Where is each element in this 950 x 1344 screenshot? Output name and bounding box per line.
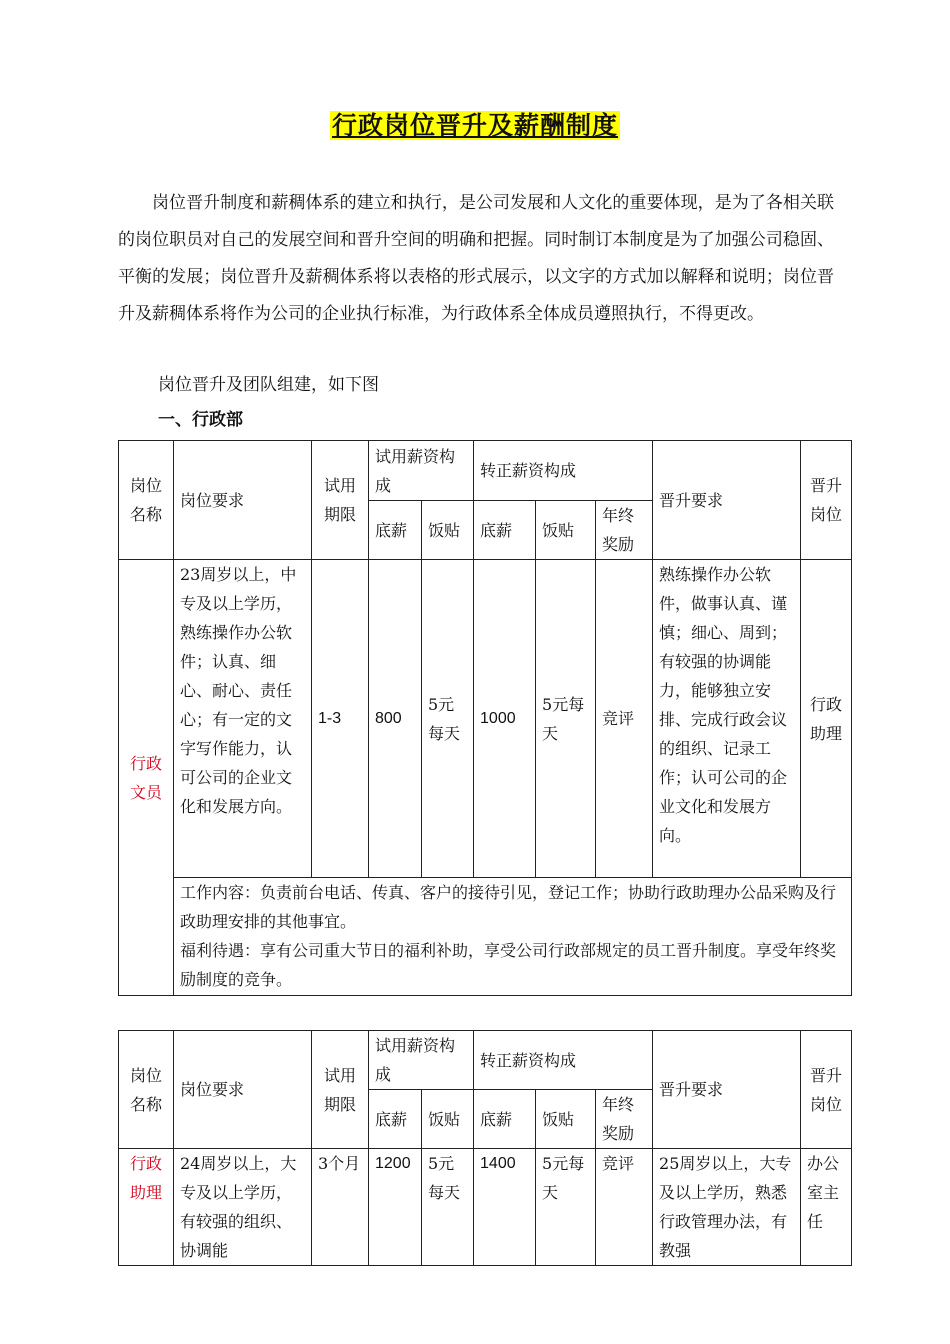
promotion-position: 办公室主任 [801,1149,852,1266]
salary-table-1 [118,440,852,996]
sub-intro: 岗位晋升及团队组建，如下图 [158,375,379,395]
regular-meal-allowance: 5元每天 [536,560,596,878]
probation-period: 1-3 [312,560,369,878]
header-position-name: 岗位名称 [119,441,174,560]
header-trial-meal: 饭贴 [422,1090,474,1149]
header-requirements: 岗位要求 [174,1031,312,1149]
salary-table-2 [118,1030,852,1266]
header-promotion-requirements: 晋升要求 [653,441,801,560]
trial-meal-allowance: 5元每天 [422,560,474,878]
header-year-bonus: 年终奖励 [596,501,653,560]
header-trial-meal: 饭贴 [422,501,474,560]
header-promotion-position: 晋升岗位 [801,441,852,560]
regular-base-salary: 1000 [474,560,536,878]
promotion-requirements: 熟练操作办公软件，做事认真、谨慎；细心、周到；有较强的协调能力，能够独立安排、完成行政会议的组织、记录工作；认可公司的企业文化和发展方向。 [653,560,801,878]
work-content: 工作内容：负责前台电话、传真、客户的接待引见，登记工作；协助行政助理办公品采购及行政助理安排的其他事宜。 [180,883,837,931]
trial-meal-allowance: 5元每天 [422,1149,474,1266]
header-trial-base: 底薪 [369,1090,422,1149]
position-requirements: 24周岁以上，大专及以上学历，有较强的组织、协调能 [174,1149,312,1266]
header-year-bonus: 年终奖励 [596,1090,653,1149]
header-probation: 试用期限 [312,1031,369,1149]
work-content-cell [174,878,852,996]
header-promotion-requirements: 晋升要求 [653,1031,801,1149]
header-probation: 试用期限 [312,441,369,560]
position-requirements: 23周岁以上，中专及以上学历，熟练操作办公软件；认真、细心、耐心、责任心；有一定的文字写作能力，认可公司的企业文化和发展方向。 [174,560,312,878]
year-end-bonus: 竞评 [596,1149,653,1266]
regular-base-salary: 1400 [474,1149,536,1266]
regular-meal-allowance: 5元每天 [536,1149,596,1266]
year-end-bonus: 竞评 [596,560,653,878]
header-trial-base: 底薪 [369,501,422,560]
trial-base-salary: 800 [369,560,422,878]
probation-period: 3个月 [312,1149,369,1266]
promotion-position: 行政助理 [801,560,852,878]
promotion-requirements: 25周岁以上，大专及以上学历，熟悉行政管理办法，有教强 [653,1149,801,1266]
benefits: 福利待遇：享有公司重大节日的福利补助，享受公司行政部规定的员工晋升制度。享受年终奖励制度的竞争。 [180,941,837,989]
header-requirements: 岗位要求 [174,441,312,560]
trial-base-salary: 1200 [369,1149,422,1266]
header-regular-meal: 饭贴 [536,501,596,560]
position-name: 行政文员 [119,560,174,996]
header-regular-base: 底薪 [474,1090,536,1149]
header-trial-pay: 试用薪资构成 [369,1031,474,1090]
header-regular-base: 底薪 [474,501,536,560]
header-promotion-position: 晋升岗位 [801,1031,852,1149]
header-regular-meal: 饭贴 [536,1090,596,1149]
header-regular-pay: 转正薪资构成 [474,1031,653,1090]
header-regular-pay: 转正薪资构成 [474,441,653,501]
position-name: 行政助理 [119,1149,174,1266]
document-title: 行政岗位晋升及薪酬制度 [331,111,618,140]
header-position-name: 岗位名称 [119,1031,174,1149]
header-trial-pay: 试用薪资构成 [369,441,474,501]
intro-paragraph: 岗位晋升制度和薪稠体系的建立和执行，是公司发展和人文化的重要体现，是为了各相关联的岗位职员对自己的发展空间和晋升空间的明确和把握。同时制订本制度是为了加强公司稳固、平衡的发展；岗位晋升及薪稠体系将以表格的形式展示，以文字的方式加以解释和说明；岗位晋升及薪稠体系将作为公司的企业执行标准，为行政体系全体成员遵照执行，不得更改。 [118,193,834,324]
section-heading: 一、行政部 [158,410,243,430]
